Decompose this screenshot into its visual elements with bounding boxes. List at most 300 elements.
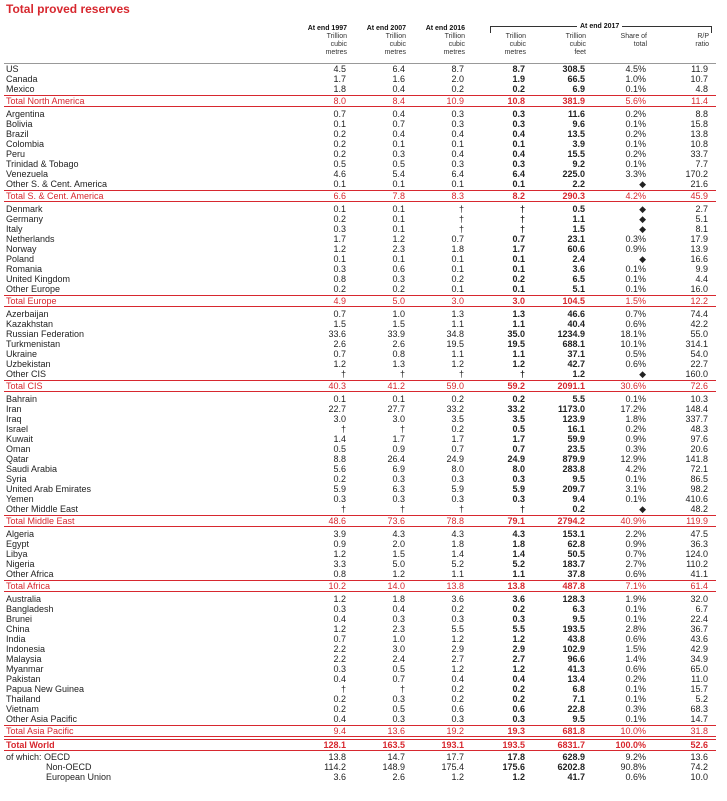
row-label: Iran — [6, 404, 22, 414]
cell-col-1: 0.2 — [333, 214, 346, 224]
cell-col-6: 10.0% — [620, 726, 646, 736]
cell-col-2: 3.0 — [392, 644, 405, 654]
cell-col-2: 0.9 — [392, 444, 405, 454]
row-label: Denmark — [6, 204, 43, 214]
cell-col-4: 33.2 — [507, 404, 525, 414]
cell-col-7: 54.0 — [690, 349, 708, 359]
row-label: Other Asia Pacific — [6, 714, 78, 724]
cell-col-6: 0.3% — [625, 234, 646, 244]
row-label: Indonesia — [6, 644, 46, 654]
cell-col-4: 5.9 — [512, 484, 525, 494]
cell-col-6: 0.1% — [625, 394, 646, 404]
cell-col-5: 6202.8 — [557, 762, 585, 772]
cell-col-4: 1.7 — [512, 244, 525, 254]
cell-col-5: 50.5 — [567, 549, 585, 559]
row-label: Argentina — [6, 109, 45, 119]
cell-col-2: 5.4 — [392, 169, 405, 179]
cell-col-1: 0.7 — [333, 634, 346, 644]
cell-col-2: 0.1 — [392, 204, 405, 214]
cell-col-2: 8.4 — [392, 96, 405, 106]
cell-col-5: 1.5 — [572, 224, 585, 234]
cell-col-4: † — [519, 224, 525, 234]
row-label: Oman — [6, 444, 31, 454]
row-label: Uzbekistan — [6, 359, 51, 369]
cell-col-6: ◆ — [639, 254, 646, 264]
cell-col-2: 0.4 — [392, 129, 405, 139]
cell-col-3: 19.2 — [446, 726, 464, 736]
cell-col-4: 2.7 — [512, 654, 525, 664]
cell-col-1: 0.9 — [333, 539, 346, 549]
row-label: Total Africa — [6, 581, 51, 591]
cell-col-4: 0.4 — [512, 149, 525, 159]
cell-col-4: 1.2 — [512, 772, 525, 782]
cell-col-3: 1.2 — [451, 772, 464, 782]
row-label: Non-OECD — [46, 762, 92, 772]
cell-col-6: 1.5% — [625, 296, 646, 306]
cell-col-2: 41.2 — [387, 381, 405, 391]
cell-col-6: 12.9% — [620, 454, 646, 464]
cell-col-2: 0.4 — [392, 84, 405, 94]
cell-col-3: 0.4 — [451, 129, 464, 139]
cell-col-7: 68.3 — [690, 704, 708, 714]
table-row — [4, 752, 716, 762]
cell-col-1: 0.5 — [333, 159, 346, 169]
cell-col-6: 0.1% — [625, 684, 646, 694]
cell-col-4: 0.1 — [512, 284, 525, 294]
cell-col-4: 0.3 — [512, 494, 525, 504]
row-label: Brunei — [6, 614, 33, 624]
table-row — [4, 214, 716, 224]
cell-col-2: 0.5 — [392, 159, 405, 169]
cell-col-7: 337.7 — [685, 414, 708, 424]
cell-col-5: 3.6 — [572, 264, 585, 274]
cell-col-1: † — [340, 684, 346, 694]
table-row — [4, 414, 716, 424]
cell-col-3: 8.0 — [451, 464, 464, 474]
header-col-4-unit-2: cubic — [509, 41, 526, 48]
cell-col-5: 16.1 — [567, 424, 585, 434]
cell-col-5: 487.8 — [562, 581, 585, 591]
row-label: Iraq — [6, 414, 22, 424]
cell-col-3: 1.8 — [451, 244, 464, 254]
row-label: Algeria — [6, 529, 35, 539]
table-row — [4, 339, 716, 349]
cell-col-7: 97.6 — [690, 434, 708, 444]
cell-col-4: 0.2 — [512, 684, 525, 694]
cell-col-6: 0.9% — [625, 244, 646, 254]
cell-col-1: 3.6 — [333, 772, 346, 782]
cell-col-6: 40.9% — [620, 516, 646, 526]
row-label: Other S. & Cent. America — [6, 179, 108, 189]
row-label: European Union — [46, 772, 112, 782]
cell-col-3: 2.9 — [451, 644, 464, 654]
cell-col-3: 78.8 — [446, 516, 464, 526]
cell-col-5: 2.2 — [572, 179, 585, 189]
cell-col-2: 2.0 — [392, 539, 405, 549]
table-total-row — [4, 739, 716, 751]
row-label: Canada — [6, 74, 38, 84]
cell-col-3: 1.1 — [451, 349, 464, 359]
cell-col-1: 0.4 — [333, 714, 346, 724]
cell-col-1: 8.0 — [333, 96, 346, 106]
cell-col-5: 9.5 — [572, 614, 585, 624]
cell-col-6: 0.1% — [625, 139, 646, 149]
cell-col-6: 0.7% — [625, 549, 646, 559]
cell-col-1: 1.2 — [333, 594, 346, 604]
table-total-row — [4, 580, 716, 592]
cell-col-3: 5.2 — [451, 559, 464, 569]
cell-col-7: 10.7 — [690, 74, 708, 84]
cell-col-5: 23.5 — [567, 444, 585, 454]
cell-col-3: † — [458, 214, 464, 224]
cell-col-4: 0.3 — [512, 159, 525, 169]
cell-col-5: 290.3 — [562, 191, 585, 201]
table-row — [4, 494, 716, 504]
cell-col-7: 13.8 — [690, 129, 708, 139]
cell-col-4: 1.1 — [512, 569, 525, 579]
cell-col-7: 48.2 — [690, 504, 708, 514]
cell-col-2: † — [399, 684, 405, 694]
cell-col-2: 0.7 — [392, 119, 405, 129]
cell-col-2: 1.5 — [392, 549, 405, 559]
cell-col-5: 6.3 — [572, 604, 585, 614]
row-label: Other Africa — [6, 569, 54, 579]
cell-col-2: 26.4 — [387, 454, 405, 464]
cell-col-1: † — [340, 369, 346, 379]
cell-col-7: 31.8 — [690, 726, 708, 736]
cell-col-5: 9.5 — [572, 474, 585, 484]
cell-col-2: 33.9 — [387, 329, 405, 339]
cell-col-7: 5.1 — [695, 214, 708, 224]
cell-col-7: 86.5 — [690, 474, 708, 484]
row-label: Qatar — [6, 454, 29, 464]
cell-col-1: 0.2 — [333, 139, 346, 149]
cell-col-4: 0.1 — [512, 264, 525, 274]
cell-col-4: 0.3 — [512, 119, 525, 129]
cell-col-7: 20.6 — [690, 444, 708, 454]
table-row — [4, 664, 716, 674]
cell-col-4: 0.4 — [512, 129, 525, 139]
cell-col-1: 0.5 — [333, 444, 346, 454]
group-label: At end 2017 — [577, 23, 622, 30]
cell-col-4: 5.5 — [512, 624, 525, 634]
cell-col-6: 17.2% — [620, 404, 646, 414]
cell-col-4: 193.5 — [502, 740, 525, 750]
cell-col-4: 4.3 — [512, 529, 525, 539]
header-col-2-title: At end 2007 — [366, 25, 406, 32]
cell-col-3: 0.3 — [451, 714, 464, 724]
cell-col-2: 0.1 — [392, 224, 405, 234]
cell-col-1: 0.3 — [333, 664, 346, 674]
cell-col-4: 19.3 — [507, 726, 525, 736]
cell-col-6: ◆ — [639, 214, 646, 224]
cell-col-6: 0.2% — [625, 674, 646, 684]
cell-col-7: 15.7 — [690, 684, 708, 694]
cell-col-1: 3.3 — [333, 559, 346, 569]
cell-col-7: 410.6 — [685, 494, 708, 504]
table-total-row — [4, 725, 716, 737]
cell-col-3: 1.7 — [451, 434, 464, 444]
reserves-table — [4, 63, 716, 782]
row-label: Russian Federation — [6, 329, 85, 339]
cell-col-6: 5.6% — [625, 96, 646, 106]
cell-col-3: 0.2 — [451, 604, 464, 614]
cell-col-5: 13.4 — [567, 674, 585, 684]
row-label: Brazil — [6, 129, 29, 139]
cell-col-2: 1.8 — [392, 594, 405, 604]
header-col-6-unit-3: total — [633, 41, 647, 48]
cell-col-4: 0.4 — [512, 674, 525, 684]
cell-col-2: 0.3 — [392, 149, 405, 159]
cell-col-5: 6.5 — [572, 274, 585, 284]
cell-col-7: 45.9 — [690, 191, 708, 201]
cell-col-1: 0.2 — [333, 129, 346, 139]
header-col-6 — [597, 33, 647, 49]
cell-col-1: 2.2 — [333, 654, 346, 664]
row-label: Total Europe — [6, 296, 57, 306]
cell-col-3: 1.1 — [451, 569, 464, 579]
cell-col-1: 5.9 — [333, 484, 346, 494]
cell-col-5: 59.9 — [567, 434, 585, 444]
cell-col-6: 0.1% — [625, 494, 646, 504]
cell-col-1: 6.6 — [333, 191, 346, 201]
cell-col-7: 124.0 — [685, 549, 708, 559]
header-col-2-unit-1: Trillion — [385, 33, 406, 40]
cell-col-5: 9.4 — [572, 494, 585, 504]
cell-col-2: 1.2 — [392, 569, 405, 579]
cell-col-1: 128.1 — [323, 740, 346, 750]
row-label: Total World — [6, 740, 55, 750]
table-row — [4, 149, 716, 159]
header-col-1-unit-2: cubic — [330, 41, 347, 48]
cell-col-2: 2.3 — [392, 244, 405, 254]
row-label: Germany — [6, 214, 44, 224]
cell-col-5: 43.8 — [567, 634, 585, 644]
header-col-5-unit-1: Trillion — [565, 33, 586, 40]
cell-col-5: 22.8 — [567, 704, 585, 714]
cell-col-4: 1.1 — [512, 319, 525, 329]
cell-col-1: 0.7 — [333, 349, 346, 359]
cell-col-7: 119.9 — [686, 516, 708, 526]
table-row — [4, 674, 716, 684]
table-row — [4, 549, 716, 559]
row-label: Other Europe — [6, 284, 61, 294]
cell-col-5: 1.1 — [572, 214, 585, 224]
cell-col-2: 5.0 — [392, 559, 405, 569]
header-col-5-unit-2: cubic — [569, 41, 586, 48]
table-row — [4, 139, 716, 149]
cell-col-1: 22.7 — [328, 404, 346, 414]
header-col-7-unit-3: ratio — [695, 41, 709, 48]
table-row — [4, 369, 716, 379]
row-label: Turkmenistan — [6, 339, 61, 349]
cell-col-3: 0.2 — [451, 424, 464, 434]
cell-col-1: 2.6 — [333, 339, 346, 349]
cell-col-2: 1.6 — [392, 74, 405, 84]
cell-col-2: 0.4 — [392, 604, 405, 614]
cell-col-2: 6.4 — [392, 64, 405, 74]
row-label: Mexico — [6, 84, 35, 94]
row-label: Total Middle East — [6, 516, 75, 526]
cell-col-4: 8.7 — [512, 64, 525, 74]
table-row — [4, 179, 716, 189]
cell-col-7: 13.9 — [690, 244, 708, 254]
cell-col-3: 8.3 — [451, 191, 464, 201]
row-label: Total North America — [6, 96, 85, 106]
cell-col-5: 5.5 — [572, 394, 585, 404]
cell-col-2: † — [399, 369, 405, 379]
cell-col-2: † — [399, 504, 405, 514]
cell-col-3: 175.4 — [441, 762, 464, 772]
cell-col-2: † — [399, 424, 405, 434]
row-label: Azerbaijan — [6, 309, 49, 319]
cell-col-6: 2.7% — [625, 559, 646, 569]
cell-col-7: 11.4 — [691, 96, 708, 106]
header-col-5-unit-3: feet — [574, 49, 586, 56]
cell-col-4: 0.2 — [512, 84, 525, 94]
cell-col-7: 36.7 — [690, 624, 708, 634]
row-label: of which: OECD — [6, 752, 71, 762]
header-col-2 — [346, 25, 406, 57]
cell-col-1: 0.1 — [333, 119, 346, 129]
cell-col-4: 35.0 — [507, 329, 525, 339]
cell-col-7: 10.0 — [690, 772, 708, 782]
cell-col-3: 0.1 — [451, 264, 464, 274]
cell-col-3: 0.2 — [451, 394, 464, 404]
cell-col-2: 0.4 — [392, 109, 405, 119]
cell-col-4: 1.1 — [512, 349, 525, 359]
cell-col-7: 74.4 — [690, 309, 708, 319]
cell-col-7: 6.7 — [695, 604, 708, 614]
cell-col-4: 0.3 — [512, 714, 525, 724]
row-label: Bolivia — [6, 119, 33, 129]
cell-col-6: 0.9% — [625, 539, 646, 549]
table-row — [4, 284, 716, 294]
cell-col-4: 1.9 — [512, 74, 525, 84]
cell-col-4: 175.6 — [502, 762, 525, 772]
cell-col-2: 0.3 — [392, 274, 405, 284]
cell-col-6: ◆ — [639, 179, 646, 189]
header-col-1-unit-3: metres — [325, 49, 347, 56]
row-label: Total Asia Pacific — [6, 726, 74, 736]
cell-col-7: 22.4 — [690, 614, 708, 624]
row-label: Pakistan — [6, 674, 41, 684]
cell-col-1: 0.8 — [333, 274, 346, 284]
header-col-3-unit-1: Trillion — [444, 33, 465, 40]
table-row — [4, 714, 716, 724]
cell-col-1: 9.4 — [333, 726, 346, 736]
table-total-row — [4, 515, 716, 527]
cell-col-4: 24.9 — [507, 454, 525, 464]
table-row — [4, 569, 716, 579]
cell-col-3: 0.4 — [451, 149, 464, 159]
cell-col-1: 0.1 — [333, 179, 346, 189]
cell-col-5: 9.2 — [572, 159, 585, 169]
cell-col-3: 2.7 — [451, 654, 464, 664]
cell-col-1: 0.4 — [333, 614, 346, 624]
cell-col-7: 41.1 — [690, 569, 708, 579]
cell-col-3: 1.2 — [451, 359, 464, 369]
cell-col-5: 13.5 — [567, 129, 585, 139]
cell-col-2: 0.1 — [392, 394, 405, 404]
cell-col-6: 0.1% — [625, 694, 646, 704]
cell-col-7: 9.9 — [695, 264, 708, 274]
cell-col-6: 0.1% — [625, 474, 646, 484]
cell-col-5: 283.8 — [562, 464, 585, 474]
table-row — [4, 119, 716, 129]
cell-col-1: 1.2 — [333, 244, 346, 254]
cell-col-4: 13.8 — [507, 581, 525, 591]
cell-col-7: 10.8 — [690, 139, 708, 149]
cell-col-6: 4.5% — [625, 64, 646, 74]
cell-col-2: 148.9 — [382, 762, 405, 772]
cell-col-6: 0.2% — [625, 109, 646, 119]
cell-col-6: 7.1% — [625, 581, 646, 591]
table-row — [4, 464, 716, 474]
cell-col-1: 0.7 — [333, 309, 346, 319]
cell-col-5: 9.6 — [572, 119, 585, 129]
cell-col-7: 141.8 — [685, 454, 708, 464]
cell-col-6: 0.6% — [625, 634, 646, 644]
cell-col-5: 153.1 — [562, 529, 585, 539]
cell-col-2: 4.3 — [392, 529, 405, 539]
table-row — [4, 224, 716, 234]
cell-col-5: 225.0 — [562, 169, 585, 179]
table-row — [4, 474, 716, 484]
cell-col-4: 1.3 — [512, 309, 525, 319]
cell-col-4: 0.3 — [512, 474, 525, 484]
cell-col-7: 170.2 — [685, 169, 708, 179]
cell-col-7: 98.2 — [690, 484, 708, 494]
cell-col-6: 0.6% — [625, 569, 646, 579]
cell-col-5: 15.5 — [567, 149, 585, 159]
cell-col-7: 47.5 — [690, 529, 708, 539]
cell-col-1: 13.8 — [328, 752, 346, 762]
cell-col-7: 14.7 — [690, 714, 708, 724]
cell-col-5: 879.9 — [562, 454, 585, 464]
header-col-2-unit-3: metres — [384, 49, 406, 56]
cell-col-6: ◆ — [639, 504, 646, 514]
table-row — [4, 109, 716, 119]
cell-col-5: 1173.0 — [557, 404, 585, 414]
row-label: Australia — [6, 594, 42, 604]
cell-col-7: 52.6 — [690, 740, 708, 750]
cell-col-2: 0.1 — [392, 254, 405, 264]
cell-col-7: 8.1 — [695, 224, 708, 234]
cell-col-3: 0.7 — [451, 234, 464, 244]
cell-col-3: 5.5 — [451, 624, 464, 634]
cell-col-1: † — [340, 504, 346, 514]
cell-col-3: 59.0 — [446, 381, 464, 391]
table-row — [4, 614, 716, 624]
cell-col-3: 0.4 — [451, 674, 464, 684]
cell-col-3: 0.2 — [451, 694, 464, 704]
table-row — [4, 484, 716, 494]
cell-col-7: 34.9 — [690, 654, 708, 664]
cell-col-2: 6.9 — [392, 464, 405, 474]
table-row — [4, 204, 716, 214]
cell-col-5: 128.3 — [562, 594, 585, 604]
cell-col-7: 65.0 — [690, 664, 708, 674]
cell-col-2: 0.5 — [392, 664, 405, 674]
cell-col-1: 4.6 — [333, 169, 346, 179]
cell-col-6: 90.8% — [620, 762, 646, 772]
cell-col-4: 0.2 — [512, 604, 525, 614]
cell-col-7: 74.2 — [690, 762, 708, 772]
cell-col-6: 0.6% — [625, 359, 646, 369]
cell-col-5: 60.6 — [567, 244, 585, 254]
cell-col-1: 0.3 — [333, 494, 346, 504]
